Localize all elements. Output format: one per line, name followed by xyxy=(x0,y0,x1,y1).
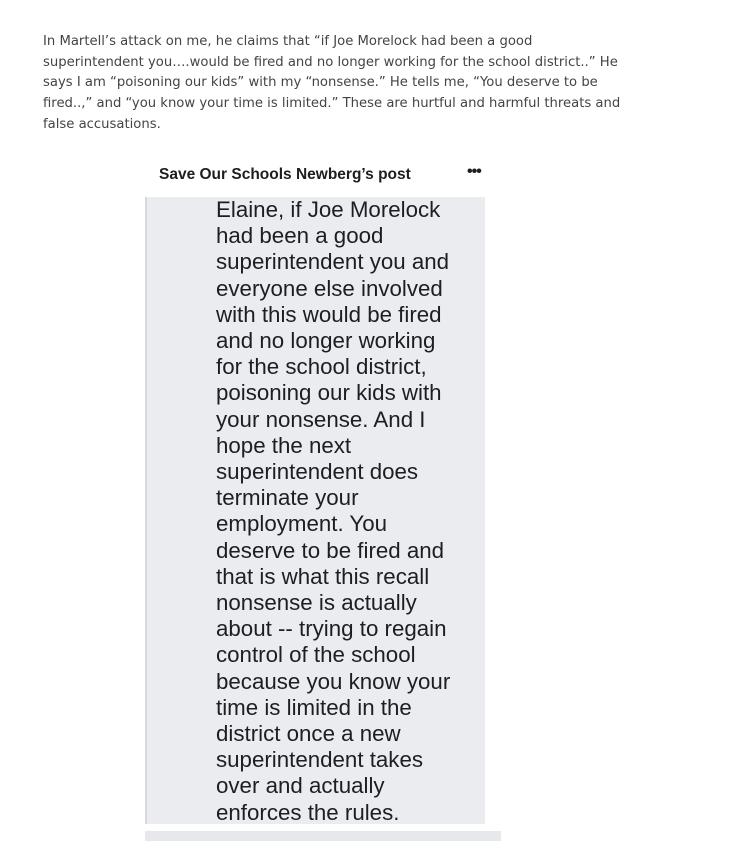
more-options-icon: ••• xyxy=(467,163,481,180)
article-paragraph: In Martell’s attack on me, he claims that “if Joe Morelock had been a good superintendent you….would be fired and no longer working for the school district..” He says I am “poisoning our kids” with my “nonsense.” He tells me, “You deserve to be fired..,” and “you know your time is limited.” These are hurtful and harmful threats and false accusations. xyxy=(43,34,621,132)
reaction-bar xyxy=(145,831,501,841)
facebook-comment-screenshot xyxy=(145,157,501,841)
comment-text: Elaine, if Joe Morelock had been a good superintendent you and everyone else involved with this would be fired and no longer working for the school district, poisoning our kids with your nonsense. And I hope the next superintendent does terminate your employment. You deserve to be fired and that is what this recall nonsense is actually about -- trying to regain control of the school because you know your time is limited in the district once a new superintendent takes over and actually enforces the rules. xyxy=(216,197,451,825)
post-header-title: Save Our Schools Newberg’s post xyxy=(159,166,411,183)
